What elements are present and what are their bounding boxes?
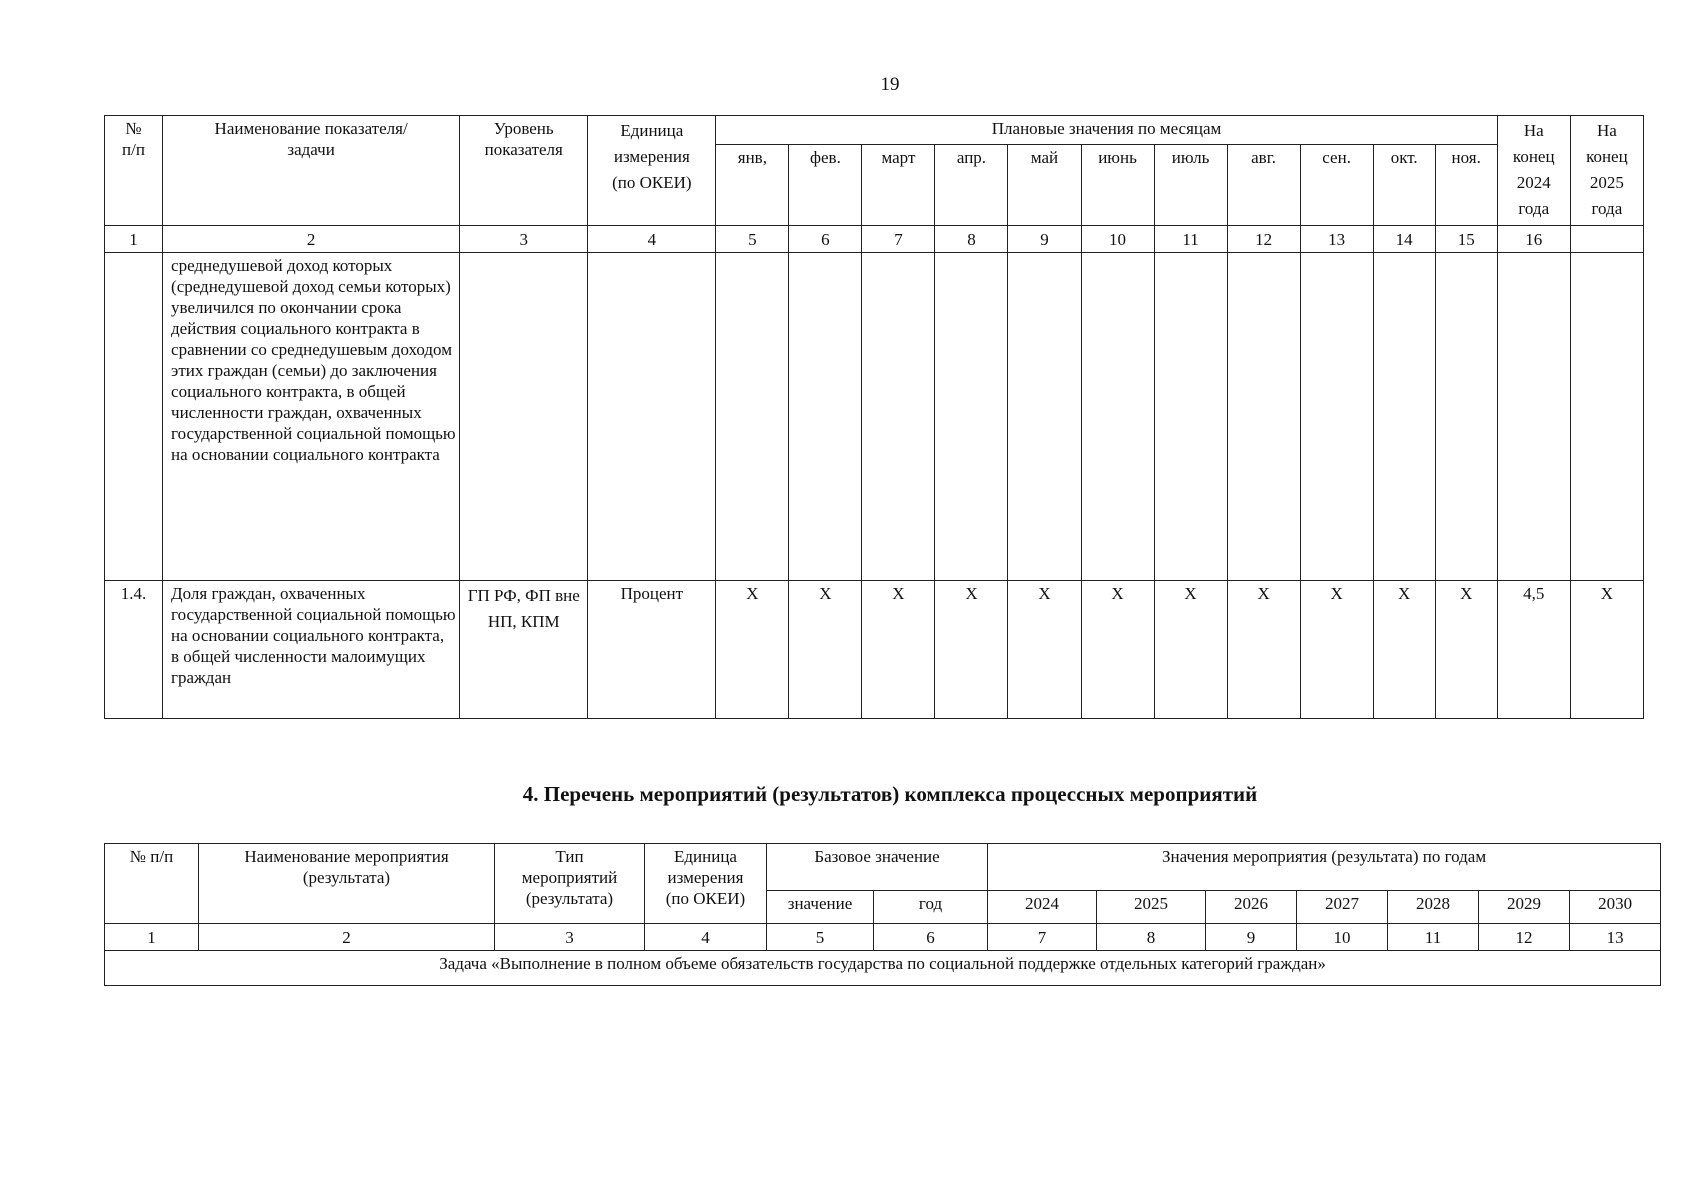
index-cell: 12: [1479, 924, 1570, 951]
header-month: окт.: [1373, 145, 1435, 226]
index-cell: 2: [199, 924, 495, 951]
index-cell: 10: [1297, 924, 1388, 951]
month-value: Х: [1300, 581, 1373, 719]
header-month: июнь: [1081, 145, 1154, 226]
indicator-level: ГП РФ, ФП вне НП, КПМ: [460, 581, 588, 719]
month-value: Х: [1154, 581, 1227, 719]
header-year: 2028: [1388, 891, 1479, 924]
header-year: 2027: [1297, 891, 1388, 924]
index-cell: [1570, 226, 1643, 253]
header-level: Уровень показателя: [460, 116, 588, 226]
header-years: Значения мероприятия (результата) по годам: [988, 844, 1661, 891]
index-cell: 14: [1373, 226, 1435, 253]
header-num: № п/п: [105, 844, 199, 924]
empty-cell: [1497, 253, 1570, 581]
end-2024-value: 4,5: [1497, 581, 1570, 719]
empty-cell: [1008, 253, 1081, 581]
header-name: Наименование показателя/ задачи: [163, 116, 460, 226]
empty-cell: [862, 253, 935, 581]
empty-cell: [789, 253, 862, 581]
index-cell: 4: [588, 226, 716, 253]
index-cell: 3: [495, 924, 645, 951]
header-year: 2029: [1479, 891, 1570, 924]
index-cell: 15: [1435, 226, 1497, 253]
index-cell: 13: [1300, 226, 1373, 253]
header-month: апр.: [935, 145, 1008, 226]
header-name: Наименование мероприятия (результата): [199, 844, 495, 924]
empty-cell: [1373, 253, 1435, 581]
index-cell: 4: [645, 924, 767, 951]
end-2025-value: Х: [1570, 581, 1643, 719]
index-cell: 7: [862, 226, 935, 253]
header-month: фев.: [789, 145, 862, 226]
index-cell: 5: [716, 226, 789, 253]
index-cell: 8: [935, 226, 1008, 253]
index-cell: 1: [105, 924, 199, 951]
empty-cell: [1081, 253, 1154, 581]
index-cell: 1: [105, 226, 163, 253]
page-number: 19: [880, 74, 900, 95]
index-cell: 11: [1154, 226, 1227, 253]
header-base-value: значение: [767, 891, 874, 924]
month-value: Х: [1435, 581, 1497, 719]
header-month: янв,: [716, 145, 789, 226]
month-value: Х: [1008, 581, 1081, 719]
empty-cell: [1435, 253, 1497, 581]
index-cell: 6: [874, 924, 988, 951]
header-month: июль: [1154, 145, 1227, 226]
indicators-table: [104, 115, 1644, 719]
index-cell: 3: [460, 226, 588, 253]
header-month: авг.: [1227, 145, 1300, 226]
empty-cell: [588, 253, 716, 581]
section-title: 4. Перечень мероприятий (результатов) комплекса процессных мероприятий: [522, 782, 1258, 806]
header-month: ноя.: [1435, 145, 1497, 226]
header-month: май: [1008, 145, 1081, 226]
empty-cell: [1570, 253, 1643, 581]
empty-cell: [460, 253, 588, 581]
index-cell: 9: [1008, 226, 1081, 253]
header-month: сен.: [1300, 145, 1373, 226]
index-cell: 16: [1497, 226, 1570, 253]
empty-cell: [935, 253, 1008, 581]
index-cell: 8: [1097, 924, 1206, 951]
empty-cell: [1300, 253, 1373, 581]
month-value: Х: [716, 581, 789, 719]
header-end-2024: На конец 2024 года: [1497, 116, 1570, 226]
indicator-unit: Процент: [588, 581, 716, 719]
index-cell: 5: [767, 924, 874, 951]
index-cell: 2: [163, 226, 460, 253]
header-end-2025: На конец 2025 года: [1570, 116, 1643, 226]
month-value: Х: [789, 581, 862, 719]
index-cell: 12: [1227, 226, 1300, 253]
index-cell: 6: [789, 226, 862, 253]
measures-table: [104, 843, 1661, 986]
index-cell: 10: [1081, 226, 1154, 253]
month-value: Х: [1081, 581, 1154, 719]
header-month: март: [862, 145, 935, 226]
index-cell: 11: [1388, 924, 1479, 951]
header-base-year: год: [874, 891, 988, 924]
empty-cell: [1227, 253, 1300, 581]
header-year: 2025: [1097, 891, 1206, 924]
row-number: 1.4.: [105, 581, 163, 719]
index-cell: 9: [1206, 924, 1297, 951]
empty-cell: [716, 253, 789, 581]
header-unit: Единица измерения (по ОКЕИ): [588, 116, 716, 226]
header-num: № п/п: [105, 116, 163, 226]
month-value: Х: [1373, 581, 1435, 719]
header-year: 2026: [1206, 891, 1297, 924]
index-cell: 13: [1570, 924, 1661, 951]
index-cell: 7: [988, 924, 1097, 951]
task-row: Задача «Выполнение в полном объеме обязательств государства по социальной поддержке отдельных категорий граждан»: [105, 951, 1661, 986]
empty-cell: [1154, 253, 1227, 581]
header-monthly: Плановые значения по месяцам: [716, 116, 1497, 145]
month-value: Х: [862, 581, 935, 719]
continuation-text: среднедушевой доход которых (среднедушевой доход семьи которых) увеличился по окончании срока действия социального контракта в сравнении со среднедушевым доходом этих граждан (семьи) до заключения социального контракта, в общей численности граждан, охваченных государственной социальной помощью на основании социального контракта: [163, 253, 460, 581]
month-value: Х: [1227, 581, 1300, 719]
header-base: Базовое значение: [767, 844, 988, 891]
header-unit: Единица измерения (по ОКЕИ): [645, 844, 767, 924]
header-year: 2024: [988, 891, 1097, 924]
month-value: Х: [935, 581, 1008, 719]
header-type: Тип мероприятий (результата): [495, 844, 645, 924]
indicator-name: Доля граждан, охваченных государственной социальной помощью на основании социального контракта, в общей численности малоимущих граждан: [163, 581, 460, 719]
empty-cell: [105, 253, 163, 581]
header-year: 2030: [1570, 891, 1661, 924]
